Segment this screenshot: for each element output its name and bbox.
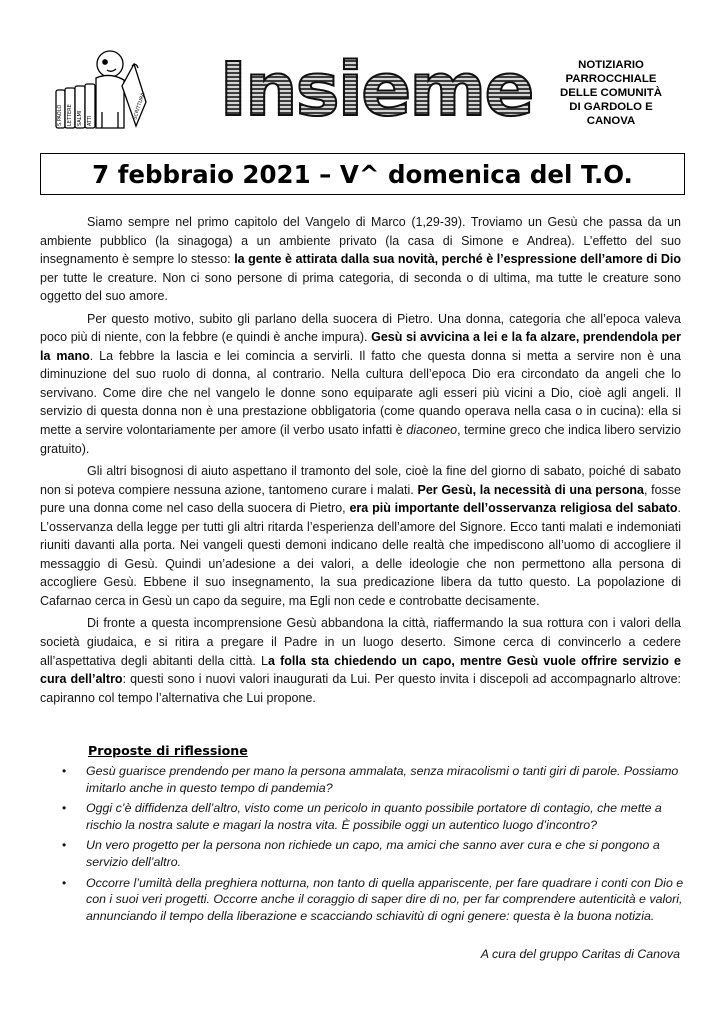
list-item xyxy=(62,875,684,925)
banner-title: 7 febbraio 2021 – V^ domenica del T.O. xyxy=(92,159,633,189)
masthead-title: Insieme xyxy=(200,52,552,128)
bold-text: Per Gesù, la necessità di una persona xyxy=(417,482,644,497)
bullet-icon: • xyxy=(62,875,67,890)
logo-book-label: S.PAOLO xyxy=(57,104,63,126)
masthead-logo xyxy=(200,47,552,133)
list-item-text: Un vero progetto per la persona non richiede un capo, ma amici che sanno aver cura e che si pongono a servizio dell’altro. xyxy=(86,838,660,869)
bold-text: Gesù si avvicina a lei e la fa alzare, prendendola per la mano xyxy=(40,330,681,363)
reflection-list xyxy=(62,763,684,928)
list-item-text: Occorre l’umiltà della preghiera notturna, non tanto di quella appariscente, per fare quadrare i conti con Dio e con i suoi veri progetti. Occorre anche il coraggio di saper dire di no, per far comprendere autenticità e valori, annunciando il tempo della liberazione e scacciando schiavitù di ogni genere: questa è la buona notizia. xyxy=(86,875,684,923)
list-item-text: Gesù guarisce prendendo per mano la persona ammalata, senza miracolismi o tanti giri di parole. Possiamo imitarlo anche in questo tempo di pandemia? xyxy=(86,764,679,795)
logo-book-label: ATTI xyxy=(87,115,93,126)
publisher-block xyxy=(556,58,666,128)
logo-book-label: LETTERE xyxy=(67,104,73,126)
list-item-text: Oggi c’è diffidenza dell’altro, visto come un pericolo in quanto possibile portatore di contagio, che mette a rischio la nostra salute e magari la nostra vita. È possibile oggi un autentico luogo d’incontro? xyxy=(86,801,662,832)
publisher-line: NOTIZIARIO xyxy=(578,59,644,71)
logo-scroll-label: SCRITTURA xyxy=(132,92,147,121)
publisher-line: DI GARDOLO E xyxy=(569,101,653,113)
list-item xyxy=(62,763,684,796)
bullet-icon: • xyxy=(62,801,67,816)
text-run: Gli altri bisognosi di aiuto aspettano il tramonto del sole, cioè la fine del giorno di sabato, poiché di sabato non si poteva compiere nessuna azione, tantomeno curare i malati. xyxy=(40,464,681,497)
list-item xyxy=(62,837,684,870)
books-and-figure-logo-icon xyxy=(50,42,150,134)
text-run: , termine greco che indica libero servizio gratuito). xyxy=(40,423,681,456)
logo-drawing xyxy=(50,42,150,134)
text-run: . La febbre la lascia e lei comincia a servirli. Il fatto che questa donna si metta a servire non è una diminuzione del suo ruolo di donna, al contrario. Nella cultura dell’epoca Dio era circondato da angeli che lo servivano. Come dire che nel vangelo le donne sono equiparate agli esseri più vicini a Dio, cioè agli angeli. Il servizio di questa donna non è una prestazione obbligatoria (come quando operava nella casa o in cucina): ella si mette a servire volontariamente per amore (il verbo usato infatti è xyxy=(40,348,681,438)
article-paragraph xyxy=(40,310,681,458)
text-run: per tutte le creature. Non ci sono persone di prima categoria, di seconda o di ultima, ma tutte le creature sono oggetto del suo amore. xyxy=(40,270,681,304)
publisher-line: CANOVA xyxy=(586,115,636,127)
italic-text: diaconeo xyxy=(406,423,458,438)
list-item xyxy=(62,800,684,833)
logo-book-label: SALMI xyxy=(77,110,83,126)
article-paragraph xyxy=(40,614,681,707)
article-paragraph xyxy=(40,213,681,306)
publisher-line: DELLE COMUNITÀ xyxy=(560,87,662,99)
reflection-title: Proposte di riflessione xyxy=(88,743,248,758)
bullet-icon: • xyxy=(62,764,67,778)
article-body xyxy=(40,213,681,711)
text-run: . L’osservanza della legge per tutti gli altri ritarda l’esperienza dell’amore del Signore. Ecco tanti malati e indemoniati riuniti davanti alla porta. Nei vangeli questi demoni indicano delle realtà che impediscono all’uomo di accogliere il messaggio di Gesù. Quindi un’adesione a dei valori, a delle ideologie che non permettono alla persona di accogliere Gesù. Ebbene il suo insegnamento, la sua predicazione libera da tutto questo. La popolazione di Cafarnao cerca in Gesù un capo da seguire, ma Egli non cede e controbatte decisamente. xyxy=(40,501,682,608)
bold-text: a folla sta chiedendo un capo, mentre Gesù vuole offrire servizio e cura dell’altro xyxy=(40,653,681,687)
text-run: : questi sono i nuovi valori inaugurati da Lui. Per questo invita i discepoli ad accompagnarlo altrove: capiranno col tempo l’alternativa che Lui propone. xyxy=(40,672,681,705)
bold-text: era più importante dell’osservanza religiosa del sabato xyxy=(349,501,678,516)
date-banner xyxy=(40,153,685,195)
bullet-icon: • xyxy=(62,838,67,853)
bold-text: la gente è attirata dalla sua novità, perché è l’espressione dell’amore di Dio xyxy=(234,252,681,267)
article-paragraph xyxy=(40,462,681,610)
signature: A cura del gruppo Caritas di Canova xyxy=(480,947,680,961)
text-run: Siamo sempre nel primo capitolo del Vangelo di Marco (1,29-39). Troviamo un Gesù che passa da un ambiente pubblico (la sinagoga) a un ambiente privato (la casa di Simone e Andrea). L’effetto del suo insegnamento è sempre lo stesso: xyxy=(40,215,681,267)
text-run: Di fronte a questa incomprensione Gesù abbandona la città, riaffermando la sua rottura con i valori della società giudaica, e si ritira a pregare il Padre in un luogo deserto. Simone cerca di convincerlo a cedere all’aspettativa degli abitanti della città. L xyxy=(40,616,681,668)
text-run: , fosse pure una donna come nel caso della suocera di Pietro, xyxy=(40,482,682,516)
publisher-line: PARROCCHIALE xyxy=(565,73,657,85)
text-run: Per questo motivo, subito gli parlano della suocera di Pietro. Una donna, categoria che all’epoca valeva poco più di niente, con la febbre (e quindi è anche impura). xyxy=(40,311,681,345)
